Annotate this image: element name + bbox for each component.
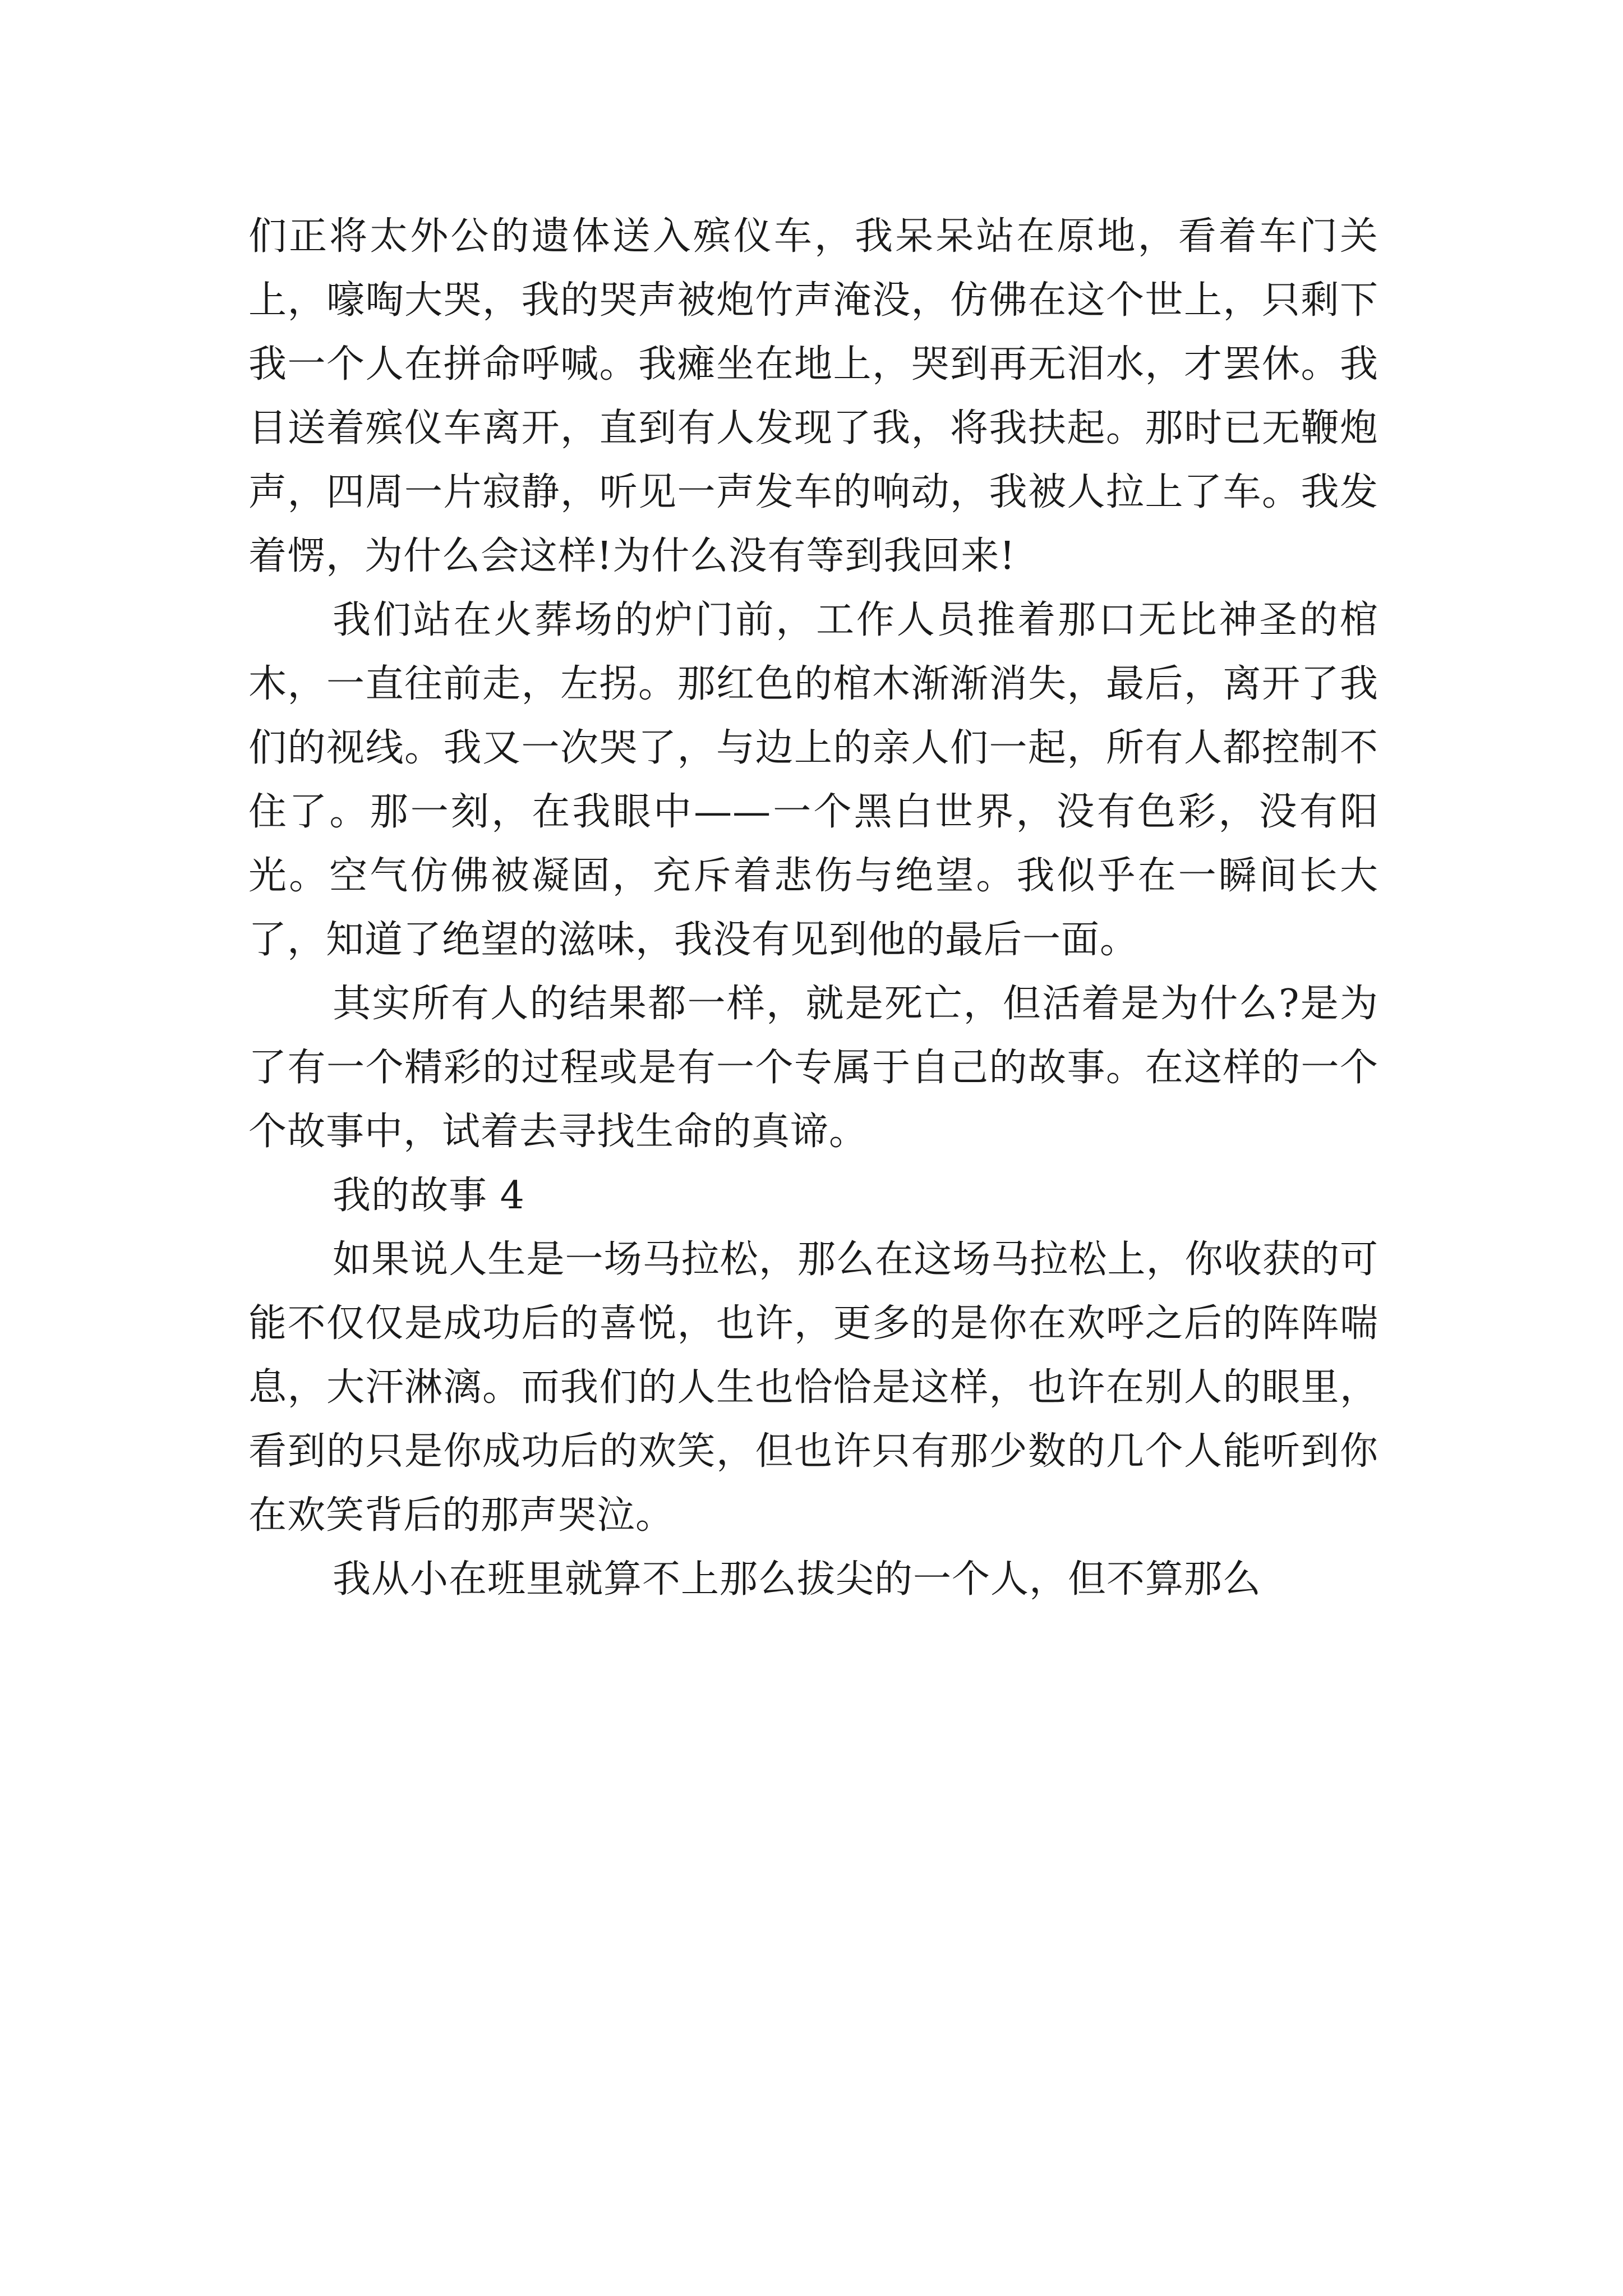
document-body bbox=[248, 205, 1378, 1612]
paragraph-continuation: 们正将太外公的遗体送入殡仪车，我呆呆站在原地，看着车门关上，嚎啕大哭，我的哭声被炮竹声淹没，仿佛在这个世上，只剩下我一个人在拼命呼喊。我瘫坐在地上，哭到再无泪水，才罢休。我目送着殡仪车离开，直到有人发现了我，将我扶起。那时已无鞭炮声，四周一片寂静，听见一声发车的响动，我被人拉上了车。我发着愣，为什么会这样!为什么没有等到我回来! bbox=[248, 214, 1378, 578]
paragraph-marathon: 如果说人生是一场马拉松，那么在这场马拉松上，你收获的可能不仅仅是成功后的喜悦，也许，更多的是你在欢呼之后的阵阵喘息，大汗淋漓。而我们的人生也恰恰是这样，也许在别人的眼里，看到的只是你成功后的欢笑，但也许只有那少数的几个人能听到你在欢笑背后的那声哭泣。 bbox=[248, 1237, 1378, 1538]
paragraph-meaning-of-life: 其实所有人的结果都一样，就是死亡，但活着是为什么?是为了有一个精彩的过程或是有一个专属于自己的故事。在这样的一个个故事中，试着去寻找生命的真谛。 bbox=[248, 982, 1378, 1154]
paragraph-crematorium: 我们站在火葬场的炉门前，工作人员推着那口无比神圣的棺木，一直往前走，左拐。那红色的棺木渐渐消失，最后，离开了我们的视线。我又一次哭了，与边上的亲人们一起，所有人都控制不住了。那一刻，在我眼中——一个黑白世界，没有色彩，没有阳光。空气仿佛被凝固，充斥着悲伤与绝望。我似乎在一瞬间长大了，知道了绝望的滋味，我没有见到他的最后一面。 bbox=[248, 598, 1378, 962]
paragraph-childhood: 我从小在班里就算不上那么拔尖的一个人，但不算那么 bbox=[333, 1557, 1262, 1602]
section-heading: 我的故事 4 bbox=[333, 1174, 525, 1218]
